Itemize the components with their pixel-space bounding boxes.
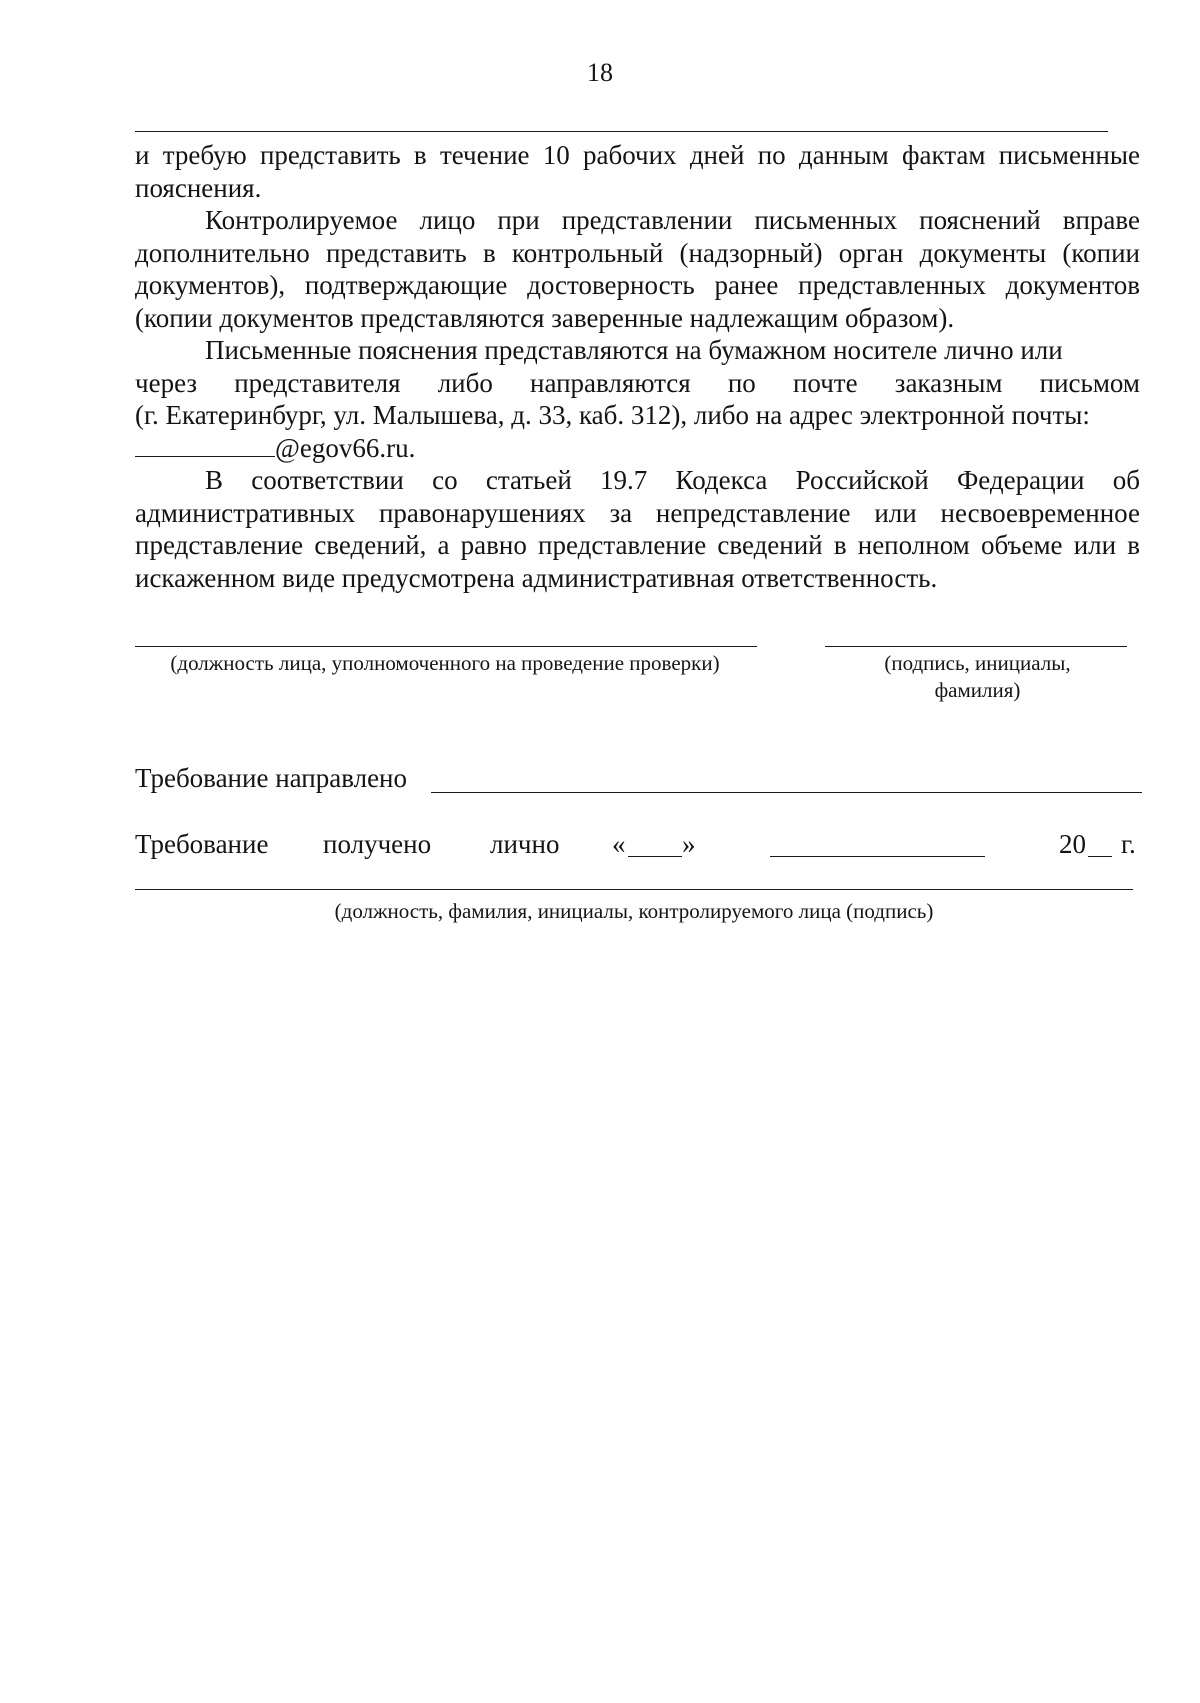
- received-word-3: лично: [490, 829, 560, 859]
- paragraph-submission-line-1: Письменные пояснения представляются на бумажном носителе лично или: [205, 335, 1063, 365]
- header-rule: [135, 131, 1108, 132]
- email-domain: @egov66.ru.: [275, 432, 416, 463]
- year-prefix: 20: [1059, 829, 1086, 859]
- paragraph-submission-line-2: через представителя либо направляются по почте заказным письмом: [135, 367, 1140, 398]
- document-body: [135, 139, 1140, 594]
- recipient-caption: (должность, фамилия, инициалы, контролируемого лица (подпись): [334, 899, 934, 923]
- year-suffix: г.: [1121, 829, 1136, 859]
- received-word-1: Требование: [135, 829, 269, 859]
- paragraph-request: и требую представить в течение 10 рабочих дней по данным фактам письменные пояснения.: [135, 140, 1140, 203]
- sent-label: Требование направлено: [135, 763, 408, 793]
- received-word-2: получено: [323, 829, 432, 859]
- year-blank: [1088, 856, 1112, 857]
- sent-rule: [431, 792, 1142, 793]
- month-blank: [770, 856, 985, 857]
- signature-rule: [825, 646, 1127, 647]
- paragraph-submission-line-3: (г. Екатеринбург, ул. Малышева, д. 33, каб. 312), либо на адрес электронной почты:: [135, 400, 1090, 430]
- paragraph-liability: В соответствии со статьей 19.7 Кодекса Российской Федерации об административных правонарушениях за непредставление или несвоевременное представление сведений, а равно представление сведений в неполном объеме или в искаженном виде предусмотрена административная ответственность.: [135, 465, 1140, 593]
- signature-caption: (подпись, инициалы, фамилия): [884, 651, 1071, 702]
- day-blank: [628, 856, 682, 857]
- paragraph-email-line: [135, 432, 1140, 465]
- day-quote-open: «: [612, 829, 626, 859]
- paragraph-additional-documents: Контролируемое лицо при представлении письменных пояснений вправе дополнительно представить в контрольный (надзорный) орган документы (копии документов), подтверждающие достоверность ранее представленных документов (копии документов представляются заверенные надлежащим образом).: [135, 205, 1140, 333]
- day-quote-close: »: [682, 829, 696, 859]
- position-signature-rule: [135, 646, 757, 647]
- page-number: 18: [587, 58, 613, 87]
- email-blank: [135, 432, 275, 457]
- position-caption: (должность лица, уполномоченного на проведение проверки): [170, 651, 720, 675]
- recipient-rule: [135, 889, 1133, 890]
